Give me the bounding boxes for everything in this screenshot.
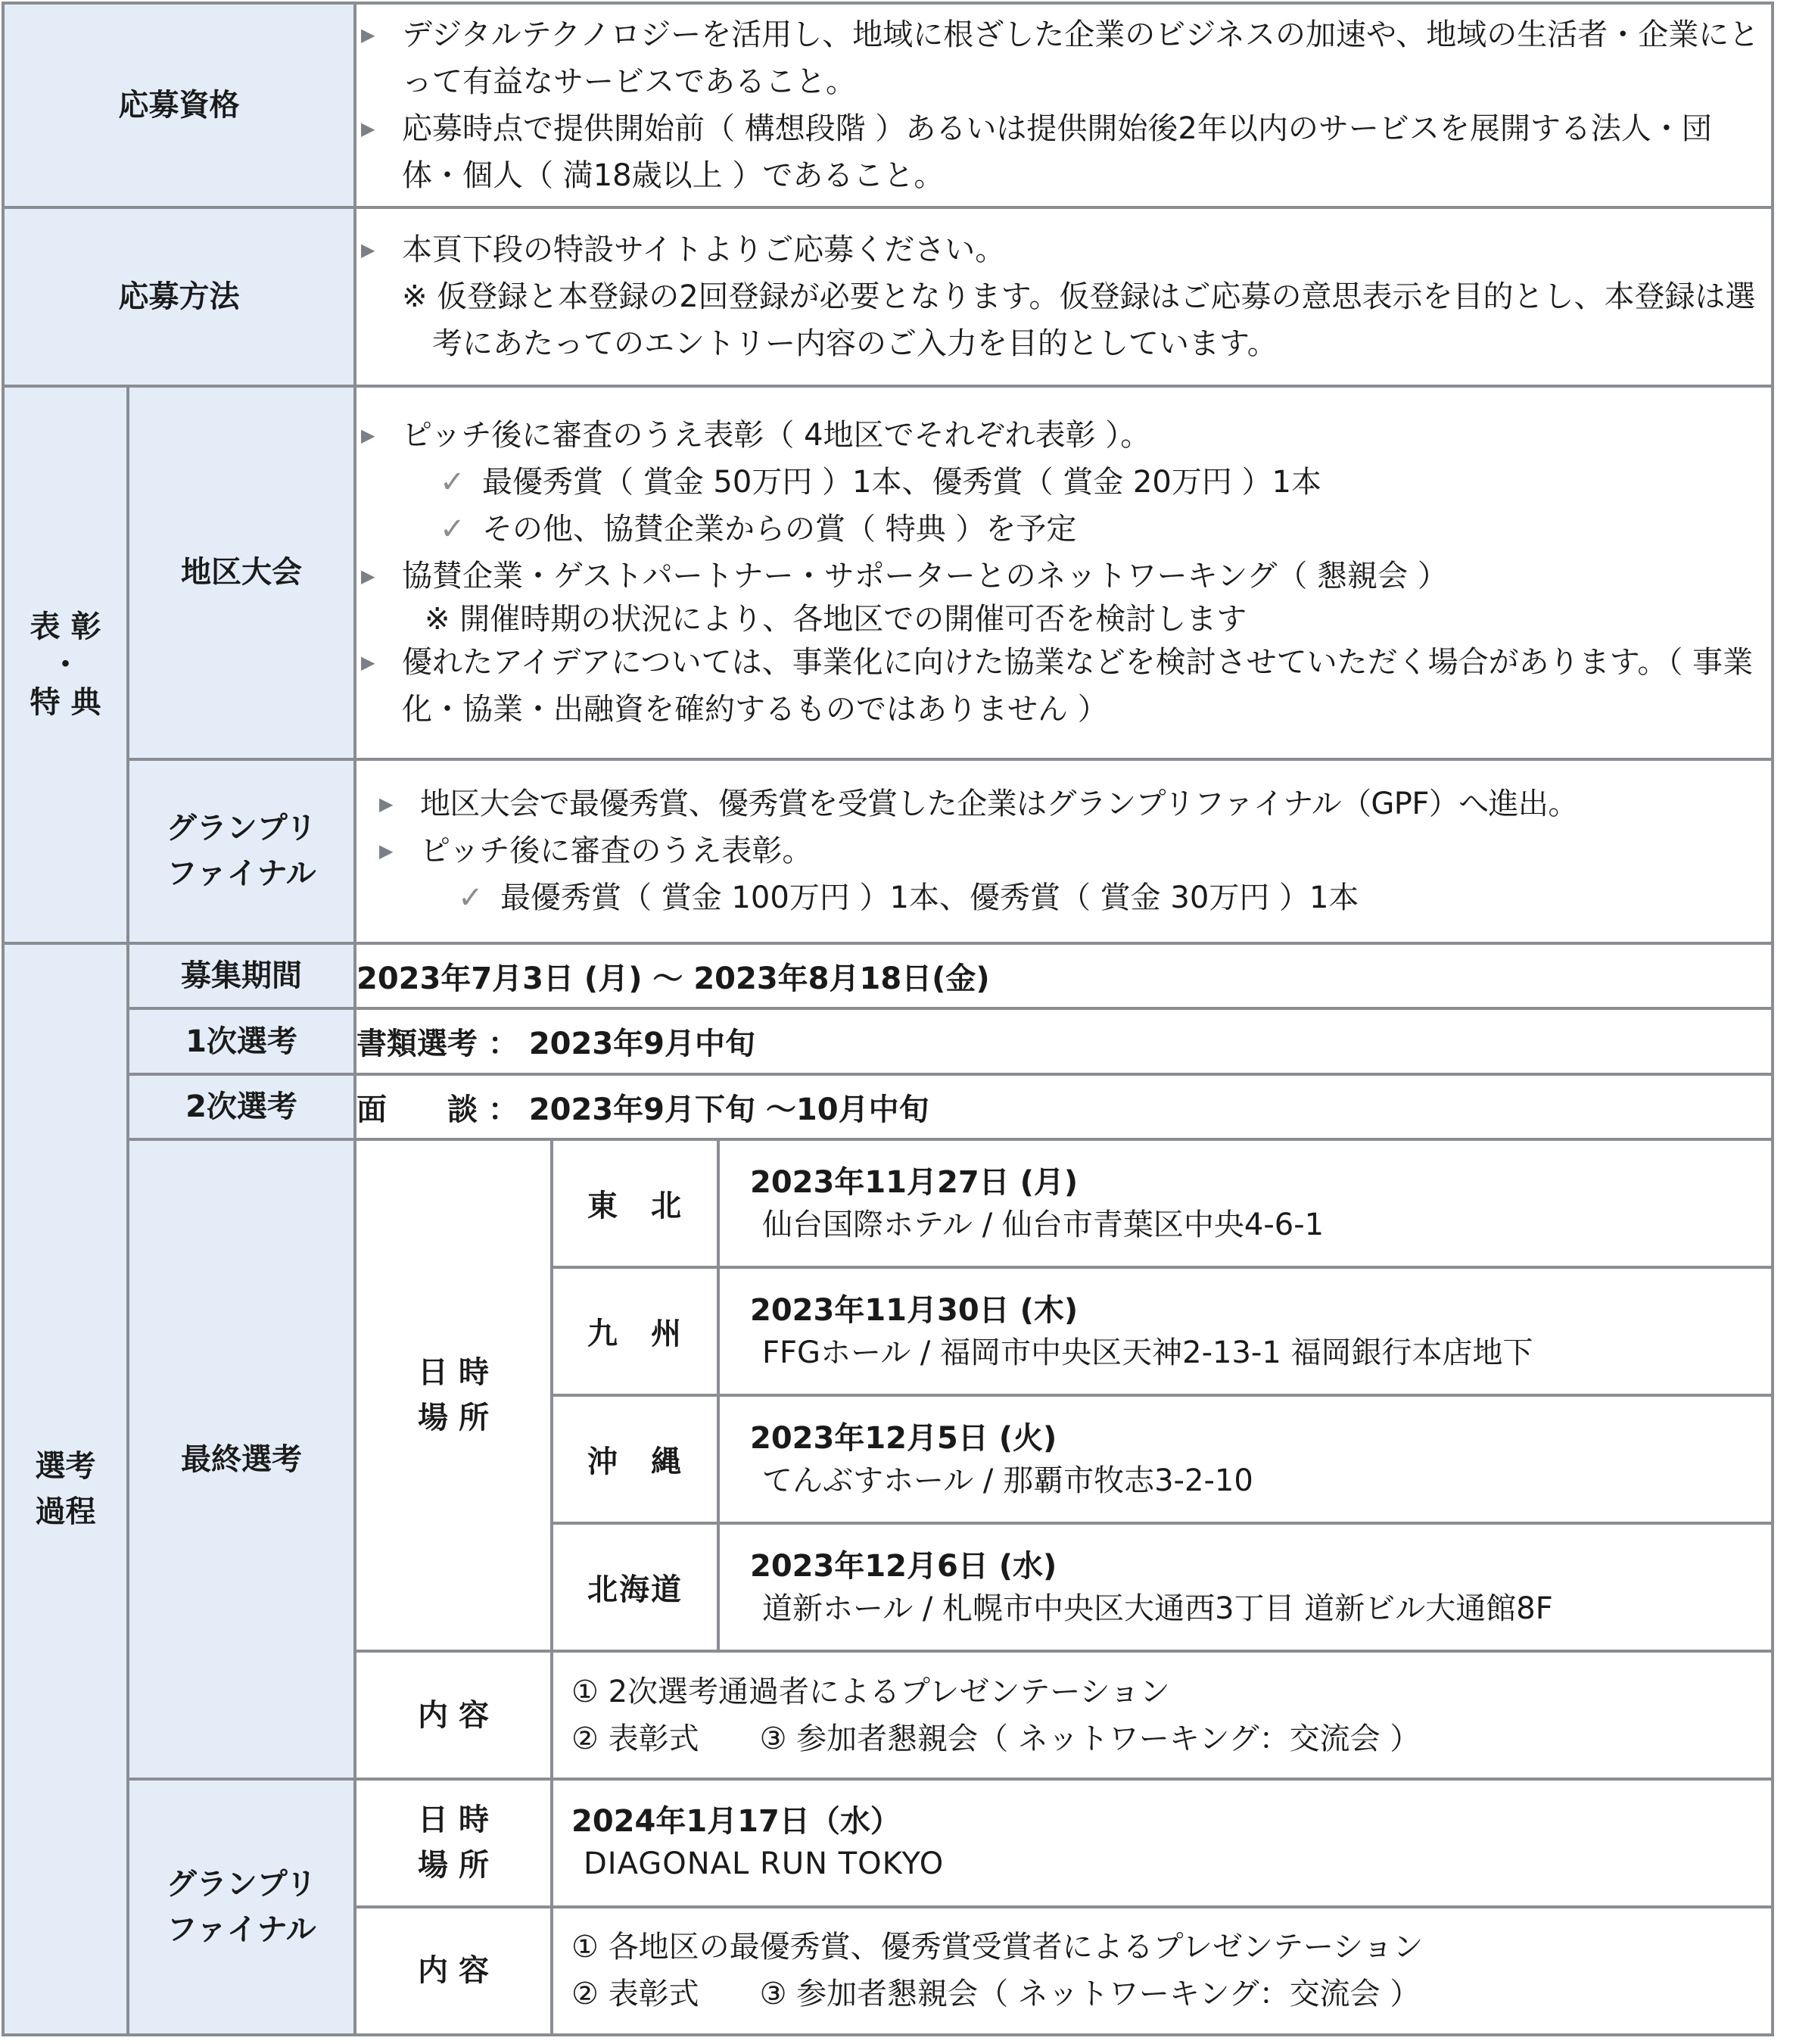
- selection-label: [3, 943, 128, 2035]
- regional-check: ✓ 最優秀賞（ 賞金 50万円 ）1本、優秀賞（ 賞金 20万円 ）1本: [356, 459, 1771, 506]
- final-selection-label: 最終選考: [128, 1139, 355, 1779]
- method-note: ※ 仮登録と本登録の2回登録が必要となります。仮登録はご応募の意思表示を目的とし、本登録は選考にあたってのエントリー内容のご入力を目的としています。: [402, 279, 1756, 361]
- period-row: [3, 943, 1773, 1008]
- final-content: [552, 1651, 1773, 1779]
- gpf-datetime-label-line: 日 時: [418, 1803, 489, 1838]
- awards-grandprix-check: ✓ 最優秀賞（ 賞金 100万円 ）1本、優秀賞（ 賞金 30万円 ）1本: [375, 874, 1767, 921]
- period-value: 2023年7月3日 (月) ～ 2023年8月18日(金): [355, 943, 1773, 1008]
- venue-region: 北海道: [552, 1523, 718, 1651]
- regional-content: [355, 386, 1773, 759]
- venue-place: てんぶすホール / 那覇市牧志3-2-10: [762, 1463, 1253, 1498]
- venue-date: 2023年11月30日 (木): [750, 1292, 1079, 1328]
- period-label: 募集期間: [128, 943, 355, 1008]
- venue-place: 仙台国際ホテル / 仙台市青葉区中央4-6-1: [762, 1207, 1325, 1242]
- regional-label: 地区大会: [128, 386, 355, 759]
- eligibility-item: ▶ 応募時点で提供開始前（ 構想段階 ）あるいは提供開始後2年以内のサービスを展開する法人・団体・個人（ 満18歳以上 ）であること。: [356, 105, 1771, 199]
- selection-label-line: 選考: [35, 1448, 96, 1484]
- venue-region: 九 州: [552, 1267, 718, 1395]
- regional-check: ✓ その他、協賛企業からの賞（ 特典 ）を予定: [356, 506, 1771, 553]
- method-item: ▶ 本頁下段の特設サイトよりご応募ください。: [356, 226, 1771, 273]
- eligibility-item: ▶ デジタルテクノロジーを活用し、地域に根ざした企業のビジネスの加速や、地域の生活者・企業にとって有益なサービスであること。: [356, 11, 1771, 105]
- venue-region: 沖 縄: [552, 1395, 718, 1523]
- second-selection-value: 面 談 ： 2023年9月下旬 ～10月中旬: [355, 1074, 1773, 1139]
- venue-detail: [718, 1395, 1773, 1523]
- final-content-line: ① 2次選考通過者によるプレゼンテーション: [571, 1674, 1170, 1709]
- second-selection-row: [3, 1074, 1773, 1139]
- final-datetime-label-line: 日 時: [418, 1355, 489, 1391]
- gpf-content-line: ② 表彰式 ③ 参加者懇親会（ ネットワーキング：交流会 ）: [571, 1977, 1421, 2012]
- gpf-label-line: ファイナル: [167, 1912, 316, 1947]
- regional-item: ▶ 優れたアイデアについては、事業化に向けた協業などを検討させていただく場合があります。（ 事業化・協業・出融資を確約するものではありません ）: [356, 639, 1771, 733]
- second-selection-label: 2次選考: [128, 1074, 355, 1139]
- gpf-datetime-row: [3, 1779, 1773, 1907]
- method-row: [3, 207, 1773, 386]
- awards-grandprix-item: ▶ 地区大会で最優秀賞、優秀賞を受賞した企業はグランプリファイナル（GPF）へ進出。: [375, 781, 1767, 827]
- gpf-content-line: ① 各地区の最優秀賞、優秀賞受賞者によるプレゼンテーション: [571, 1930, 1424, 1965]
- venue-detail: [718, 1523, 1773, 1651]
- final-datetime-label-line: 場 所: [418, 1401, 489, 1436]
- gpf-date: 2024年1月17日（水）: [571, 1804, 901, 1840]
- method-content: [355, 207, 1773, 386]
- final-content-line: ② 表彰式 ③ 参加者懇親会（ ネットワーキング：交流会 ）: [571, 1721, 1421, 1756]
- awards-grandprix-item: ▶ ピッチ後に審査のうえ表彰。: [375, 827, 1767, 874]
- awards-label-line: ・: [50, 647, 81, 682]
- awards-grandprix-content: [355, 759, 1773, 943]
- final-datetime-label: [355, 1139, 552, 1651]
- awards-grandprix-label-line: グランプリ: [166, 811, 317, 846]
- selection-label-line: 過程: [35, 1494, 96, 1529]
- venue-place: 道新ホール / 札幌市中央区大通西3丁目 道新ビル大通館8F: [762, 1591, 1553, 1626]
- program-outline-table: [2, 2, 1774, 2036]
- first-selection-row: [3, 1008, 1773, 1073]
- gpf-datetime-label: [355, 1779, 552, 1907]
- gpf-content: [552, 1907, 1773, 2035]
- awards-regional-row: [3, 386, 1773, 759]
- awards-grandprix-label: [128, 759, 355, 943]
- regional-item: ▶ ピッチ後に審査のうえ表彰（ 4地区でそれぞれ表彰 ）。: [356, 412, 1771, 459]
- gpf-datetime-label-line: 場 所: [418, 1848, 489, 1884]
- venue-date: 2023年12月6日 (水): [750, 1548, 1057, 1584]
- venue-row: [3, 1139, 1773, 1267]
- regional-note: ※ 開催時期の状況により、各地区での開催可否を検討します: [425, 602, 1247, 637]
- first-selection-value: 書類選考 ： 2023年9月中旬: [355, 1008, 1773, 1073]
- gpf-place: DIAGONAL RUN TOKYO: [584, 1846, 945, 1882]
- eligibility-label: 応募資格: [3, 3, 355, 207]
- gpf-label: [128, 1779, 355, 2035]
- venue-place: FFGホール / 福岡市中央区天神2-13-1 福岡銀行本店地下: [762, 1335, 1533, 1370]
- final-content-label: 内 容: [355, 1651, 552, 1779]
- venue-region: 東 北: [552, 1139, 718, 1267]
- awards-label: [3, 386, 128, 943]
- venue-date: 2023年11月27日 (月): [750, 1164, 1079, 1200]
- awards-label-line: 表 彰: [30, 609, 101, 644]
- gpf-content-label: 内 容: [355, 1907, 552, 2035]
- gpf-datetime: [552, 1779, 1773, 1907]
- venue-detail: [718, 1267, 1773, 1395]
- method-label: 応募方法: [3, 207, 355, 386]
- awards-grandprix-label-line: ファイナル: [167, 856, 316, 892]
- gpf-label-line: グランプリ: [166, 1867, 317, 1902]
- regional-item: ▶ 協賛企業・ゲストパートナー・サポーターとのネットワーキング（ 懇親会 ）: [356, 553, 1771, 600]
- awards-label-line: 特 典: [30, 684, 101, 720]
- awards-grandprix-row: [3, 759, 1773, 943]
- venue-detail: [718, 1139, 1773, 1267]
- venue-date: 2023年12月5日 (火): [750, 1420, 1057, 1456]
- eligibility-content: [355, 3, 1773, 207]
- first-selection-label: 1次選考: [128, 1008, 355, 1073]
- eligibility-row: [3, 3, 1773, 207]
